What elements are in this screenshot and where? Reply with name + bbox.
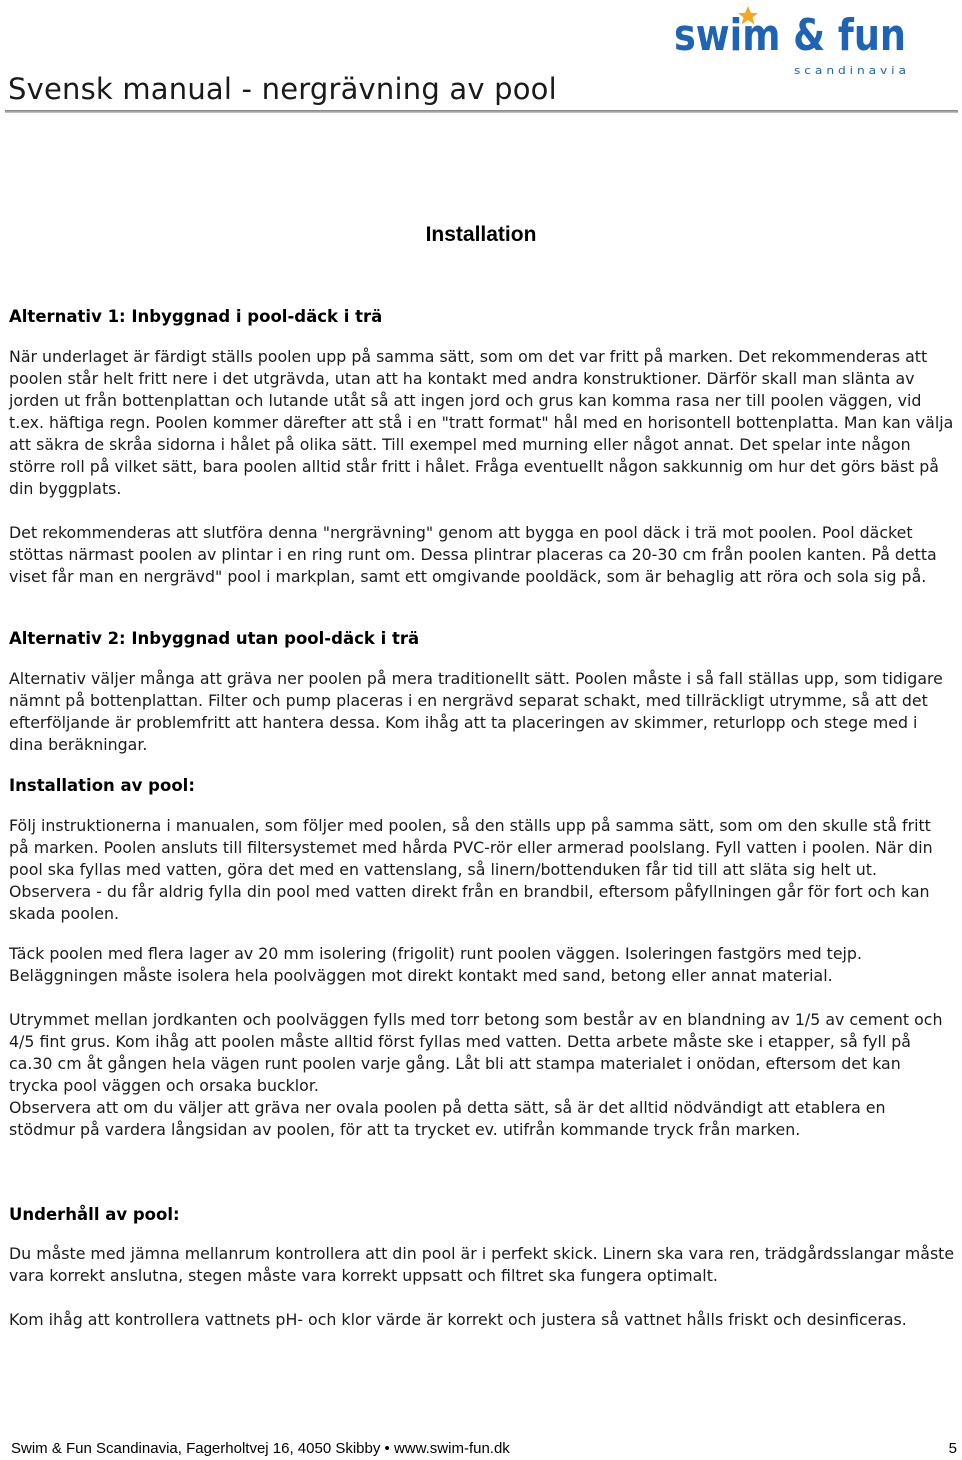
paragraph: Det rekommenderas att slutföra denna "nergrävning" genom att bygga en pool däck i trä mot poolen. Pool däcket stöttas närmast poolen av plintar i en ring runt om. Dessa plintrar placeras ca 20-30 cm från poolen kanten. På detta viset får man en nergrävd" pool i markplan, samt ett omgivande pooldäck, som är behaglig att röra och sola sig på.: [9, 523, 937, 586]
footer-address: Swim & Fun Scandinavia, Fagerholtvej 16, 4050 Skibby • www.swim-fun.dk: [11, 1440, 510, 1457]
page-number: 5: [948, 1440, 957, 1457]
swim-and-fun-logo: [674, 4, 910, 78]
paragraph: Observera att om du väljer att gräva ner ovala poolen på detta sätt, så är det alltid nödvändigt att etablera en stödmur på vardera långsidan av poolen, för att ta trycket ev. utifrån kommande tryck från marken.: [9, 1098, 886, 1139]
paragraph: Följ instruktionerna i manualen, som följer med poolen, så den ställs upp på samma sätt, som om den skulle stå fritt på marken. Poolen ansluts till filtersystemet med hårda PVC-rör eller armerad poolslang. Fyll vatten i poolen. När din pool ska fyllas med vatten, göra det med en vattenslang, så linern/bottenduken får tid till att släta sig helt ut. Observera - du får aldrig fylla din pool med vatten direkt från en brandbil, eftersom påfyllningen går för fort och kan skada poolen.: [9, 816, 933, 923]
paragraph: Täck poolen med flera lager av 20 mm isolering (frigolit) runt poolen väggen. Isoleringen fastgörs med tejp. Beläggningen måste isolera hela poolväggen mot direkt kontakt med sand, betong eller annat material.: [9, 944, 862, 985]
paragraph: Du måste med jämna mellanrum kontrollera att din pool är i perfekt skick. Linern ska vara ren, trädgårdsslangar måste vara korrekt anslutna, stegen måste vara korrekt uppsatt och filtret ska fungera optimalt.: [9, 1244, 955, 1285]
section-heading: Alternativ 2: Inbyggnad utan pool-däck i trä: [9, 629, 420, 648]
document-title: Svensk manual - nergrävning av pool: [8, 72, 557, 106]
section-heading: Alternativ 1: Inbyggnad i pool-däck i trä: [9, 307, 383, 326]
page-heading: Installation: [425, 223, 537, 246]
paragraph: När underlaget är färdigt ställs poolen upp på samma sätt, som om det var fritt på marken. Det rekommenderas att poolen står helt fritt nere i det utgrävda, utan att ha kontakt med andra konstruktioner. Därför skall man slänta av jorden ut från bottenplattan och lutande utåt så att ingen jord och grus kan komma rasa ner till poolen väggen, vid t.ex. häftiga regn. Poolen kommer därefter att stå i en "tratt format" hål med en horisontell bottenplatta. Man kan välja att säkra de skråa sidorna i hålet på olika sätt. Till exempel med murning eller något annat. Det spelar inte någon större roll på vilket sätt, bara poolen alltid står fritt i hålet. Fråga eventuellt någon sakkunnig om hur det görs bäst på din byggplats.: [9, 347, 954, 498]
section-heading: Underhåll av pool:: [9, 1205, 180, 1224]
header-divider: [5, 110, 958, 113]
page-footer: [11, 1440, 957, 1457]
paragraph: Utrymmet mellan jordkanten och poolväggen fylls med torr betong som består av en blandning av 1/5 av cement och 4/5 fint grus. Kom ihåg att poolen måste alltid först fyllas med vatten. Detta arbete måste ske i etapper, så fyll på ca.30 cm åt gången hela vägen runt poolen varje gång. Låt bli att stampa materialet i onödan, eftersom det kan trycka pool väggen och orsaka bucklor.: [9, 1010, 943, 1095]
section-heading: Installation av pool:: [9, 776, 195, 795]
paragraph: Kom ihåg att kontrollera vattnets pH- och klor värde är korrekt och justera så vattnet hålls friskt och desinficeras.: [9, 1310, 907, 1329]
logo-brand: swim & fun: [674, 10, 906, 61]
paragraph: Alternativ väljer många att gräva ner poolen på mera traditionellt sätt. Poolen måste i så fall ställas upp, som tidigare nämnt på bottenplattan. Filter och pump placeras i en nergrävd separat schakt, med tillräckligt utrymme, så att det efterföljande är problemfritt att hantera dessa. Kom ihåg att ta placeringen av skimmer, returlopp och stege med i dina beräkningar.: [9, 669, 943, 754]
logo-tagline: s c a n d i n a v i a: [794, 64, 906, 77]
